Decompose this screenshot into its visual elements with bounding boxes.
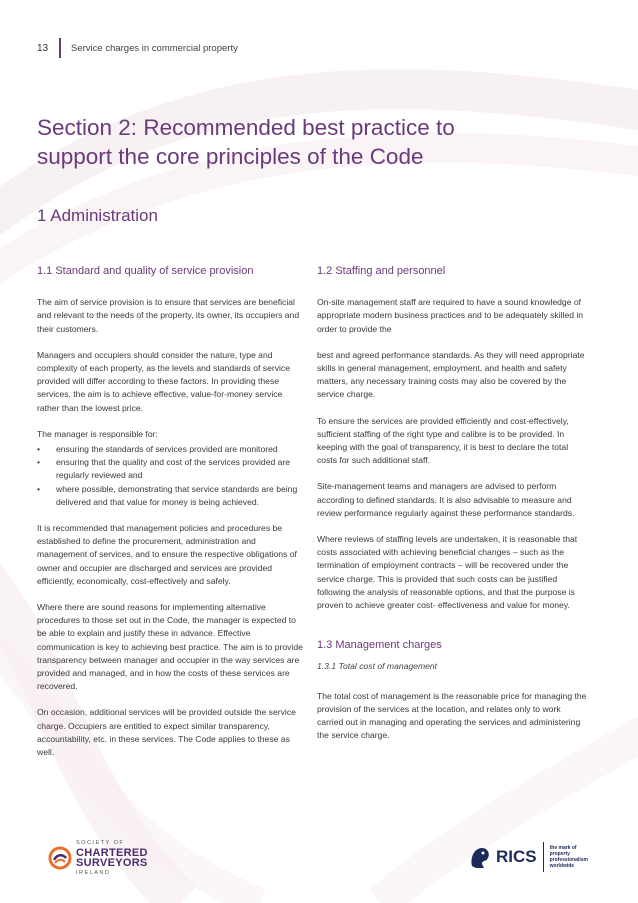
rics-tagline	[550, 845, 588, 869]
paragraph: To ensure the services are provided efficiently and cost-effectively, sufficient staffing of the right type and calibre is to be provided. In keeping with the goal of transparency, it is best to declare the total costs for such additional staff.	[317, 415, 569, 466]
paragraph: On occasion, additional services will be provided outside the service charge. Occupiers are entitled to expect similar transparency, accountability, etc. in these services. The Code applies to these as well.	[37, 707, 296, 758]
standard-quality-heading: 1.1 Standard and quality of service provision	[37, 265, 254, 277]
rics-tagline-line: worldwide	[549, 863, 575, 869]
rics-tagline-line: the mark of	[549, 845, 577, 851]
rics-divider	[543, 842, 544, 872]
rics-wordmark: RICS	[496, 847, 537, 866]
management-charges-heading: 1.3 Management charges	[317, 639, 442, 652]
page-header	[37, 37, 238, 59]
paragraph: Where there are sound reasons for implementing alternative procedures to those set out in the Code, the manager is expected to be able to explain and justify these in advance. Effective communication is key to achieving best practice. The aim is to provide transparency between manager and occupier in the way services are provided and managed, and in how the costs of these services are recovered.	[37, 602, 303, 692]
administration-heading: 1 Administration	[37, 206, 158, 225]
paragraph: The aim of service provision is to ensure that services are beneficial and relevant to the needs of the property, its owner, its occupiers and their customers.	[37, 297, 300, 334]
paragraph: Where reviews of staffing levels are undertaken, it is reasonable that costs associated with achieving beneficial changes – such as the termination of employment contracts – will be recovered under the service charge. This is provided that such costs can be justified following the analysis of reasonable options, and that the purpose is proven to achieve greater cost- effectiveness and value for money.	[317, 534, 578, 611]
paragraph: On-site management staff are required to have a sound knowledge of appropriate modern business practices and to be adequately skilled in order to provide the	[317, 297, 584, 334]
paragraph: The total cost of management is the reasonable price for managing the provision of the services at the location, and relates only to work carried out in managing and operating the services and administering the service charge.	[317, 690, 587, 741]
header-title: Service charges in commercial property	[71, 42, 238, 54]
list-item: • ensuring that the quality and cost of the services provided are regularly reviewed and	[37, 456, 307, 482]
rics-tagline-line: professionalism	[549, 857, 588, 863]
rics-logo	[468, 842, 588, 872]
header-divider	[59, 38, 61, 58]
rics-tagline-line: property	[549, 851, 570, 857]
paragraph: best and agreed performance standards. As they will need appropriate skills in general management, employment, and health and safety matters, any necessary training costs may also be covered by the service charge.	[317, 349, 585, 400]
scs-society-of: SOCIETY OF	[76, 840, 125, 846]
paragraph: The manager is responsible for:	[37, 428, 158, 439]
section-title	[37, 113, 597, 171]
page-number: 13	[37, 42, 49, 54]
scs-emblem-icon	[48, 846, 72, 870]
scs-surveyors: SURVEYORS	[76, 857, 148, 869]
rics-lion-icon	[468, 844, 492, 870]
paragraph: It is recommended that management policies and procedures be established to define the procurement, administration and management of services, and to ensure the respective obligations of owner and occupier are discharged and services are provided efficiently, economically, cost-effectively and safely.	[37, 523, 297, 586]
scs-chartered: CHARTERED	[76, 847, 148, 859]
section-title-line1: Section 2: Recommended best practice to	[37, 115, 455, 140]
responsibility-list	[37, 443, 307, 509]
list-item: • where possible, demonstrating that service standards are being delivered and that value for money is being achieved.	[37, 483, 307, 509]
total-cost-subheading: 1.3.1 Total cost of management	[317, 661, 438, 672]
staffing-heading: 1.2 Staffing and personnel	[317, 265, 446, 277]
paragraph: Site-management teams and managers are advised to perform according to defined standards. It is also advisable to measure and review performance regularly against these performance standards.	[317, 481, 575, 518]
scs-ireland: IRELAND	[76, 870, 111, 876]
scs-ireland-logo	[48, 838, 148, 878]
left-column	[37, 265, 307, 772]
section-title-line2: support the core principles of the Code	[37, 144, 424, 169]
scs-wordmark	[76, 838, 148, 878]
list-item: • ensuring the standards of services provided are monitored	[37, 443, 307, 456]
right-column	[317, 265, 589, 755]
paragraph: Managers and occupiers should consider the nature, type and complexity of each property, as the levels and standards of service provided will differ according to these factors. In providing these services, the aim is to achieve effective, value-for-money service rather than the lowest price.	[37, 349, 291, 413]
